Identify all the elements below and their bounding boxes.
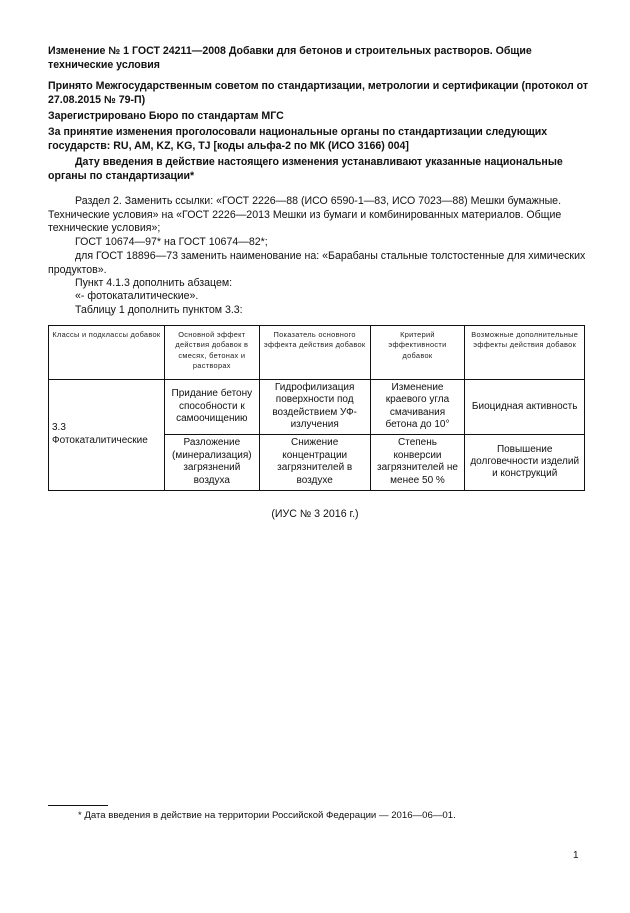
cell-indicator: Снижение концентрации загрязнителей в воздухе [259,434,370,490]
cell-additional: Биоцидная активность [465,380,585,435]
header-additional-effects: Возможные дополнительные эффекты действия добавок [465,326,585,380]
page-number: 1 [573,850,579,861]
cell-criterion: Изменение краевого угла смачивания бетона до 10° [370,380,465,435]
additives-table [48,325,585,491]
paragraph-photocatalytic: «- фотокаталитические». [75,290,199,302]
paragraph-section-2: Раздел 2. Заменить ссылки: «ГОСТ 2226—88 (ИСО 6590-1—83, ИСО 7023—88) Мешки бумажные. Технические условия» на «ГОСТ 2226—2013 Мешки из бумаги и комбинированных материалов. Общие технические условия»; [48,195,562,234]
cell-criterion: Степень конверсии загрязнителей не менее 50 % [370,434,465,490]
cell-effect: Разложение (минерализация) загрязнений воздуха [164,434,259,490]
header-criterion: Критерий эффективности добавок [370,326,465,380]
cell-effect: Придание бетону способности к самоочищению [164,380,259,435]
paragraph-gost-10674: ГОСТ 10674—97* на ГОСТ 10674—82*; [75,236,268,248]
table-header-row [49,326,585,380]
class-cell: 3.3 Фотокаталитические [49,380,165,491]
amendment-title: Изменение № 1 ГОСТ 24211—2008 Добавки для бетонов и строительных растворов. Общие технические условия [48,45,532,71]
header-classes: Классы и подклассы добавок [49,326,165,380]
source-reference: (ИУС № 3 2016 г.) [271,508,359,520]
paragraph-table-1: Таблицу 1 дополнить пунктом 3.3: [75,304,243,316]
header-indicator: Показатель основного эффекта действия добавок [259,326,370,380]
footnote: * Дата введения в действие на территории Российской Федерации — 2016—06—01. [78,810,456,821]
cell-additional: Повышение долговечности изделий и конструкций [465,434,585,490]
accepted-statement: Принято Межгосударственным советом по стандартизации, метрологии и сертификации (протокол от 27.08.2015 № 79-П) [48,80,589,106]
paragraph-gost-18896: для ГОСТ 18896—73 заменить наименование на: «Барабаны стальные толстостенные для химических продуктов». [48,250,586,276]
registered-statement: Зарегистрировано Бюро по стандартам МГС [48,110,284,122]
table-row [49,380,585,435]
footnote-divider [48,805,108,806]
paragraph-clause-4-1-3: Пункт 4.1.3 дополнить абзацем: [75,277,233,289]
effective-date-statement: Дату введения в действие настоящего изменения устанавливают указанные национальные органы по стандартизации* [48,156,563,182]
voted-statement: За принятие изменения проголосовали национальные органы по стандартизации следующих государств: RU, AM, KZ, KG, TJ [коды альфа-2 по МК (ИСО 3166) 004] [48,126,548,152]
cell-indicator: Гидрофилизация поверхности под воздействием УФ-излучения [259,380,370,435]
header-main-effect: Основной эффект действия добавок в смесях, бетонах и растворах [164,326,259,380]
